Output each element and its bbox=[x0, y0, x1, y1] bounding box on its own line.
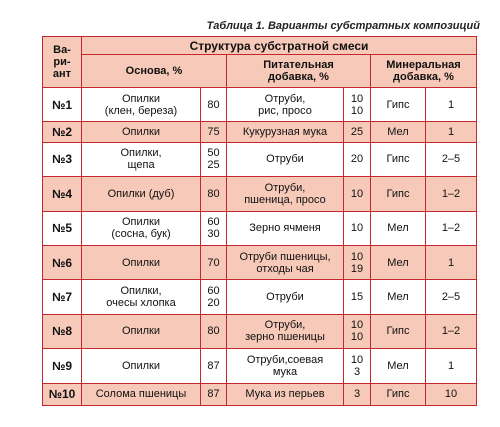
cell-variant: №7 bbox=[43, 280, 82, 314]
cell-nutrient: Отруби, рис, просо bbox=[227, 88, 344, 122]
cell-mineral: Мел bbox=[371, 211, 426, 245]
cell-nutrient: Отруби пшеницы, отходы чая bbox=[227, 245, 344, 279]
cell-mineral: Мел bbox=[371, 280, 426, 314]
cell-nutrient: Зерно ячменя bbox=[227, 211, 344, 245]
cell-base: Солома пшеницы bbox=[82, 383, 201, 405]
table-row bbox=[43, 349, 477, 383]
cell-mineral: Гипс bbox=[371, 177, 426, 211]
cell-nutrient: Отруби, пшеница, просо bbox=[227, 177, 344, 211]
cell-base-pct: 60 20 bbox=[201, 280, 227, 314]
cell-mineral: Гипс bbox=[371, 314, 426, 348]
cell-nutrient-pct: 10 19 bbox=[344, 245, 371, 279]
table-row bbox=[43, 88, 477, 122]
cell-base-pct: 80 bbox=[201, 88, 227, 122]
table-body bbox=[43, 88, 477, 406]
cell-mineral: Гипс bbox=[371, 383, 426, 405]
cell-base-pct: 87 bbox=[201, 349, 227, 383]
table-row bbox=[43, 314, 477, 348]
cell-variant: №10 bbox=[43, 383, 82, 405]
cell-mineral-pct: 1 bbox=[426, 122, 477, 142]
cell-variant: №6 bbox=[43, 245, 82, 279]
cell-variant: №9 bbox=[43, 349, 82, 383]
cell-base: Опилки bbox=[82, 245, 201, 279]
cell-base-pct: 75 bbox=[201, 122, 227, 142]
cell-base-pct: 50 25 bbox=[201, 142, 227, 176]
cell-mineral-pct: 1–2 bbox=[426, 211, 477, 245]
cell-nutrient: Мука из перьев bbox=[227, 383, 344, 405]
header-nutrient: Питательная добавка, % bbox=[227, 55, 371, 88]
cell-mineral-pct: 2–5 bbox=[426, 142, 477, 176]
cell-base: Опилки (клен, береза) bbox=[82, 88, 201, 122]
cell-nutrient-pct: 20 bbox=[344, 142, 371, 176]
cell-base: Опилки bbox=[82, 122, 201, 142]
cell-base: Опилки (сосна, бук) bbox=[82, 211, 201, 245]
cell-mineral: Мел bbox=[371, 245, 426, 279]
cell-base-pct: 80 bbox=[201, 177, 227, 211]
cell-mineral-pct: 1 bbox=[426, 349, 477, 383]
cell-base: Опилки bbox=[82, 349, 201, 383]
cell-mineral: Гипс bbox=[371, 88, 426, 122]
cell-nutrient: Отруби, зерно пшеницы bbox=[227, 314, 344, 348]
cell-variant: №8 bbox=[43, 314, 82, 348]
cell-nutrient: Кукурузная мука bbox=[227, 122, 344, 142]
cell-nutrient-pct: 10 10 bbox=[344, 88, 371, 122]
cell-variant: №5 bbox=[43, 211, 82, 245]
cell-nutrient: Отруби bbox=[227, 280, 344, 314]
header-structure: Структура субстратной смеси bbox=[82, 37, 477, 55]
cell-base-pct: 87 bbox=[201, 383, 227, 405]
cell-variant: №4 bbox=[43, 177, 82, 211]
table-row bbox=[43, 245, 477, 279]
table-row bbox=[43, 280, 477, 314]
cell-base-pct: 70 bbox=[201, 245, 227, 279]
table-row bbox=[43, 383, 477, 405]
cell-nutrient: Отруби bbox=[227, 142, 344, 176]
table-row bbox=[43, 142, 477, 176]
cell-mineral: Мел bbox=[371, 122, 426, 142]
cell-base: Опилки bbox=[82, 314, 201, 348]
cell-nutrient-pct: 10 10 bbox=[344, 314, 371, 348]
cell-base: Опилки, щепа bbox=[82, 142, 201, 176]
cell-mineral-pct: 2–5 bbox=[426, 280, 477, 314]
cell-nutrient-pct: 10 bbox=[344, 211, 371, 245]
cell-mineral-pct: 1–2 bbox=[426, 314, 477, 348]
cell-nutrient-pct: 15 bbox=[344, 280, 371, 314]
cell-base-pct: 60 30 bbox=[201, 211, 227, 245]
cell-mineral-pct: 1–2 bbox=[426, 177, 477, 211]
header-variant: Ва- ри- ант bbox=[43, 37, 82, 88]
cell-nutrient-pct: 10 3 bbox=[344, 349, 371, 383]
header-base: Основа, % bbox=[82, 55, 227, 88]
cell-mineral-pct: 10 bbox=[426, 383, 477, 405]
substrate-table bbox=[42, 36, 477, 406]
header-mineral: Минеральная добавка, % bbox=[371, 55, 477, 88]
cell-variant: №3 bbox=[43, 142, 82, 176]
table-caption: Таблица 1. Варианты субстратных композиций bbox=[206, 20, 480, 32]
cell-nutrient: Отруби,соевая мука bbox=[227, 349, 344, 383]
cell-mineral-pct: 1 bbox=[426, 88, 477, 122]
cell-base: Опилки, очесы хлопка bbox=[82, 280, 201, 314]
cell-nutrient-pct: 3 bbox=[344, 383, 371, 405]
cell-variant: №2 bbox=[43, 122, 82, 142]
table-row bbox=[43, 177, 477, 211]
cell-base-pct: 80 bbox=[201, 314, 227, 348]
cell-variant: №1 bbox=[43, 88, 82, 122]
table-row bbox=[43, 122, 477, 142]
cell-mineral-pct: 1 bbox=[426, 245, 477, 279]
cell-nutrient-pct: 10 bbox=[344, 177, 371, 211]
cell-nutrient-pct: 25 bbox=[344, 122, 371, 142]
cell-mineral: Мел bbox=[371, 349, 426, 383]
table-row bbox=[43, 211, 477, 245]
cell-mineral: Гипс bbox=[371, 142, 426, 176]
cell-base: Опилки (дуб) bbox=[82, 177, 201, 211]
